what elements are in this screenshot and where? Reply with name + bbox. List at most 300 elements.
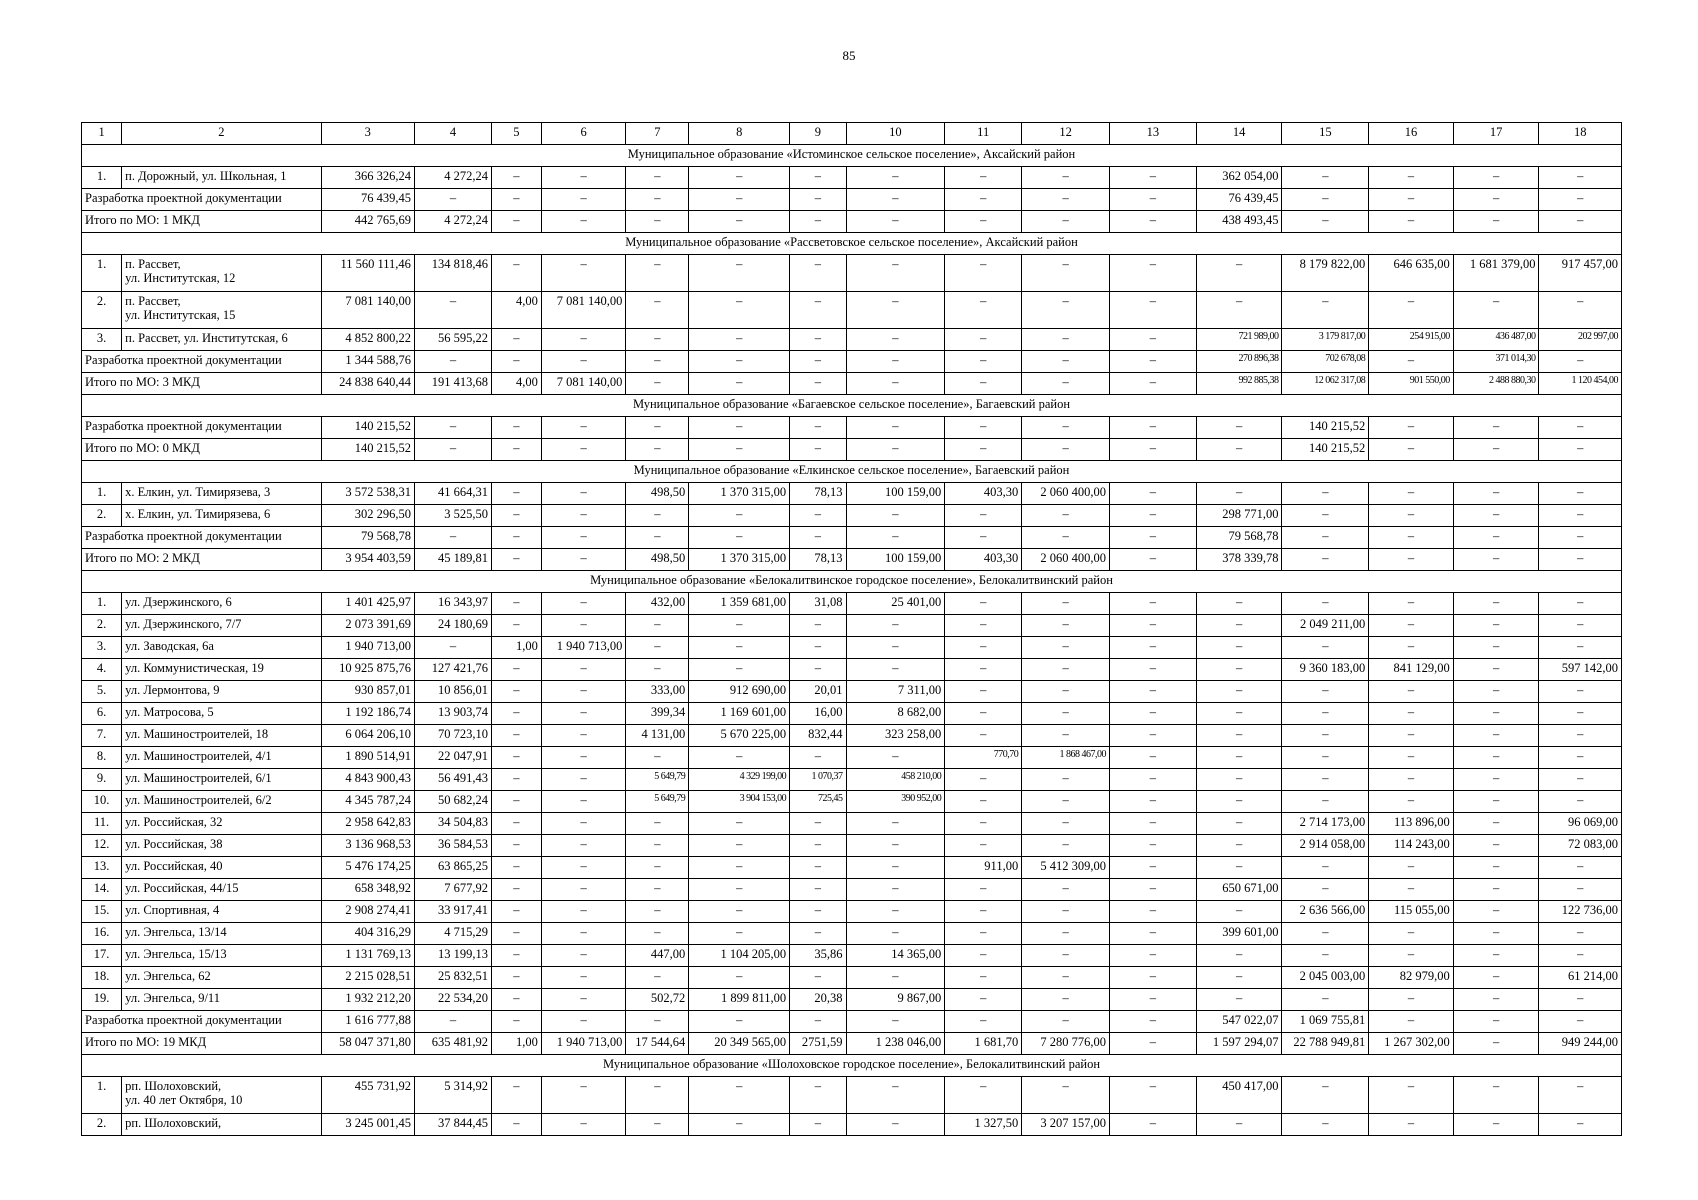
table-row (82, 813, 1622, 835)
value-cell: 1 238 046,00 (846, 1033, 945, 1055)
address-cell (122, 747, 322, 769)
value-cell: – (541, 879, 626, 901)
value-cell: 2751,59 (790, 1033, 846, 1055)
value-cell: – (846, 1077, 945, 1114)
value-cell: – (1110, 167, 1197, 189)
address-line: ул. Энгельса, 9/11 (125, 991, 220, 1005)
value-cell: 1 267 302,00 (1369, 1033, 1454, 1055)
value-cell: 1 131 769,13 (321, 945, 414, 967)
value-cell: – (689, 292, 790, 329)
value-cell: 202 997,00 (1539, 329, 1622, 351)
value-cell: – (1453, 211, 1539, 233)
value-cell: – (846, 167, 945, 189)
table-row (82, 703, 1622, 725)
value-cell: 61 214,00 (1539, 967, 1622, 989)
register-table (81, 122, 1622, 1136)
address-line: рп. Шолоховский, (125, 1079, 222, 1093)
value-cell: – (541, 483, 626, 505)
value-cell: 3 179 817,00 (1282, 329, 1369, 351)
value-cell: – (491, 835, 541, 857)
column-header: 6 (541, 123, 626, 145)
value-cell: – (1539, 292, 1622, 329)
address-cell (122, 703, 322, 725)
value-cell: – (1282, 167, 1369, 189)
table-row (82, 659, 1622, 681)
address-cell (122, 255, 322, 292)
value-cell: 25 832,51 (414, 967, 491, 989)
value-cell: 646 635,00 (1369, 255, 1454, 292)
value-cell: – (689, 255, 790, 292)
value-cell: – (1110, 901, 1197, 923)
row-number: 10. (82, 791, 122, 813)
row-label: Разработка проектной документации (82, 351, 322, 373)
value-cell: 547 022,07 (1196, 1011, 1282, 1033)
value-cell: – (491, 967, 541, 989)
value-cell: 76 439,45 (321, 189, 414, 211)
value-cell: – (1539, 167, 1622, 189)
value-cell: 41 664,31 (414, 483, 491, 505)
value-cell: – (945, 329, 1022, 351)
value-cell: – (1022, 255, 1110, 292)
address-line: ул. Энгельса, 62 (125, 969, 211, 983)
value-cell: – (846, 879, 945, 901)
value-cell: – (1539, 615, 1622, 637)
value-cell: – (491, 703, 541, 725)
value-cell: – (541, 703, 626, 725)
value-cell: – (689, 527, 790, 549)
value-cell: 191 413,68 (414, 373, 491, 395)
value-cell: 911,00 (945, 857, 1022, 879)
value-cell: – (541, 211, 626, 233)
value-cell: – (1022, 505, 1110, 527)
value-cell: – (1539, 879, 1622, 901)
value-cell: – (1539, 593, 1622, 615)
value-cell: 9 360 183,00 (1282, 659, 1369, 681)
value-cell: – (846, 923, 945, 945)
value-cell: 8 179 822,00 (1282, 255, 1369, 292)
address-cell (122, 813, 322, 835)
value-cell: – (790, 373, 846, 395)
value-cell: – (1110, 769, 1197, 791)
section-title: Муниципальное образование «Шолоховское городское поселение», Белокалитвинский район (82, 1055, 1622, 1077)
value-cell: – (689, 835, 790, 857)
section-title-row (82, 1055, 1622, 1077)
address-cell (122, 967, 322, 989)
row-number: 16. (82, 923, 122, 945)
address-line: ул. Заводская, 6а (125, 639, 214, 653)
value-cell: – (689, 879, 790, 901)
value-cell: – (1369, 637, 1454, 659)
value-cell: 72 083,00 (1539, 835, 1622, 857)
value-cell: – (1453, 659, 1539, 681)
value-cell: – (541, 255, 626, 292)
value-cell: 390 952,00 (846, 791, 945, 813)
row-number: 2. (82, 615, 122, 637)
value-cell: – (1369, 945, 1454, 967)
table-row (82, 945, 1622, 967)
address-cell (122, 791, 322, 813)
value-cell: – (846, 439, 945, 461)
row-number: 17. (82, 945, 122, 967)
value-cell: – (1282, 211, 1369, 233)
value-cell: 2 049 211,00 (1282, 615, 1369, 637)
value-cell: – (1196, 483, 1282, 505)
value-cell: – (945, 681, 1022, 703)
value-cell: 7 280 776,00 (1022, 1033, 1110, 1055)
value-cell: 992 885,38 (1196, 373, 1282, 395)
value-cell: – (626, 505, 689, 527)
value-cell: – (1282, 527, 1369, 549)
value-cell: – (1369, 593, 1454, 615)
value-cell: – (790, 167, 846, 189)
value-cell: – (1453, 989, 1539, 1011)
address-cell (122, 835, 322, 857)
value-cell: 458 210,00 (846, 769, 945, 791)
value-cell: – (626, 967, 689, 989)
value-cell: – (1022, 615, 1110, 637)
value-cell: – (1196, 703, 1282, 725)
column-header: 13 (1110, 123, 1197, 145)
value-cell: 2 958 642,83 (321, 813, 414, 835)
value-cell: – (945, 351, 1022, 373)
value-cell: – (414, 637, 491, 659)
value-cell: – (945, 292, 1022, 329)
value-cell: 1 681,70 (945, 1033, 1022, 1055)
value-cell: – (945, 255, 1022, 292)
value-cell: – (1282, 857, 1369, 879)
address-line: ул. Машиностроителей, 6/2 (125, 793, 272, 807)
value-cell: – (1022, 791, 1110, 813)
value-cell: – (1110, 1033, 1197, 1055)
value-cell: 122 736,00 (1539, 901, 1622, 923)
address-line: ул. Институтская, 12 (125, 271, 236, 286)
value-cell: 502,72 (626, 989, 689, 1011)
value-cell: – (1539, 351, 1622, 373)
table-row (82, 835, 1622, 857)
value-cell: – (1022, 439, 1110, 461)
value-cell: – (491, 945, 541, 967)
value-cell: – (1110, 813, 1197, 835)
value-cell: – (1022, 967, 1110, 989)
row-number: 3. (82, 637, 122, 659)
value-cell: – (1110, 703, 1197, 725)
value-cell: – (689, 373, 790, 395)
value-cell: 3 572 538,31 (321, 483, 414, 505)
address-line: п. Рассвет, ул. Институтская, 6 (125, 331, 288, 345)
value-cell: 438 493,45 (1196, 211, 1282, 233)
value-cell: 50 682,24 (414, 791, 491, 813)
value-cell: – (1453, 1114, 1539, 1136)
value-cell: – (790, 1077, 846, 1114)
row-number: 9. (82, 769, 122, 791)
value-cell: 432,00 (626, 593, 689, 615)
section-title-row (82, 233, 1622, 255)
value-cell: – (626, 835, 689, 857)
address-cell (122, 901, 322, 923)
value-cell: – (1453, 703, 1539, 725)
value-cell: 140 215,52 (1282, 439, 1369, 461)
value-cell: – (1196, 681, 1282, 703)
value-cell: 140 215,52 (1282, 417, 1369, 439)
value-cell: – (945, 835, 1022, 857)
value-cell: – (1110, 373, 1197, 395)
address-line: ул. Энгельса, 15/13 (125, 947, 227, 961)
value-cell: 3 136 968,53 (321, 835, 414, 857)
value-cell: – (491, 791, 541, 813)
value-cell: – (1539, 211, 1622, 233)
value-cell: 2 488 880,30 (1453, 373, 1539, 395)
value-cell: – (541, 417, 626, 439)
value-cell: – (414, 189, 491, 211)
column-header: 8 (689, 123, 790, 145)
value-cell: 2 914 058,00 (1282, 835, 1369, 857)
value-cell: – (1539, 417, 1622, 439)
value-cell: – (491, 1114, 541, 1136)
value-cell: 650 671,00 (1196, 879, 1282, 901)
column-header: 16 (1369, 123, 1454, 145)
address-line: п. Рассвет, (125, 294, 181, 308)
value-cell: 33 917,41 (414, 901, 491, 923)
value-cell: – (945, 593, 1022, 615)
value-cell: 635 481,92 (414, 1033, 491, 1055)
value-cell: 5 649,79 (626, 769, 689, 791)
address-cell (122, 659, 322, 681)
value-cell: – (1539, 703, 1622, 725)
value-cell: – (491, 769, 541, 791)
value-cell: 79 568,78 (1196, 527, 1282, 549)
table-row (82, 923, 1622, 945)
value-cell: 1 940 713,00 (541, 1033, 626, 1055)
value-cell: – (689, 615, 790, 637)
value-cell: 1 890 514,91 (321, 747, 414, 769)
value-cell: – (790, 747, 846, 769)
value-cell: 56 491,43 (414, 769, 491, 791)
value-cell: – (1282, 292, 1369, 329)
value-cell: – (790, 923, 846, 945)
value-cell: 115 055,00 (1369, 901, 1454, 923)
row-number: 12. (82, 835, 122, 857)
column-header: 11 (945, 123, 1022, 145)
value-cell: – (1022, 527, 1110, 549)
value-cell: – (1196, 967, 1282, 989)
value-cell: 3 904 153,00 (689, 791, 790, 813)
value-cell: 16 343,97 (414, 593, 491, 615)
value-cell: – (790, 211, 846, 233)
value-cell: 912 690,00 (689, 681, 790, 703)
row-number: 1. (82, 167, 122, 189)
value-cell: 2 908 274,41 (321, 901, 414, 923)
value-cell: – (1453, 615, 1539, 637)
row-label: Разработка проектной документации (82, 189, 322, 211)
value-cell: – (846, 967, 945, 989)
address-cell (122, 329, 322, 351)
value-cell: – (491, 549, 541, 571)
section-title-row (82, 461, 1622, 483)
value-cell: – (1110, 593, 1197, 615)
value-cell: – (1539, 483, 1622, 505)
value-cell: – (1196, 637, 1282, 659)
value-cell: – (491, 189, 541, 211)
value-cell: – (491, 255, 541, 292)
column-header: 9 (790, 123, 846, 145)
value-cell: 58 047 371,80 (321, 1033, 414, 1055)
table-row (82, 791, 1622, 813)
value-cell: – (414, 1011, 491, 1033)
value-cell: – (689, 923, 790, 945)
value-cell: – (689, 167, 790, 189)
value-cell: 1 401 425,97 (321, 593, 414, 615)
value-cell: 3 207 157,00 (1022, 1114, 1110, 1136)
row-number: 15. (82, 901, 122, 923)
column-header: 17 (1453, 123, 1539, 145)
column-header: 7 (626, 123, 689, 145)
value-cell: 4,00 (491, 373, 541, 395)
value-cell: – (626, 167, 689, 189)
value-cell: – (1022, 813, 1110, 835)
value-cell: – (1453, 483, 1539, 505)
value-cell: 20,38 (790, 989, 846, 1011)
value-cell: – (626, 373, 689, 395)
value-cell: 4 345 787,24 (321, 791, 414, 813)
value-cell: – (1196, 835, 1282, 857)
address-line: ул. Российская, 44/15 (125, 881, 239, 895)
value-cell: 832,44 (790, 725, 846, 747)
value-cell: – (1110, 329, 1197, 351)
table-row (82, 857, 1622, 879)
value-cell: – (626, 329, 689, 351)
value-cell: 78,13 (790, 549, 846, 571)
value-cell: – (541, 813, 626, 835)
value-cell: – (1022, 373, 1110, 395)
value-cell: – (790, 255, 846, 292)
value-cell: – (1453, 439, 1539, 461)
summary-row (82, 189, 1622, 211)
value-cell: 36 584,53 (414, 835, 491, 857)
value-cell: – (1196, 791, 1282, 813)
value-cell: – (1453, 901, 1539, 923)
value-cell: – (491, 813, 541, 835)
value-cell: – (1022, 1011, 1110, 1033)
value-cell: – (1369, 1011, 1454, 1033)
row-number: 7. (82, 725, 122, 747)
value-cell: – (1369, 351, 1454, 373)
value-cell: – (541, 1077, 626, 1114)
value-cell: – (1282, 945, 1369, 967)
value-cell: 455 731,92 (321, 1077, 414, 1114)
value-cell: 12 062 317,08 (1282, 373, 1369, 395)
value-cell: 78,13 (790, 483, 846, 505)
value-cell: 298 771,00 (1196, 505, 1282, 527)
address-cell (122, 615, 322, 637)
value-cell: 7 081 140,00 (541, 373, 626, 395)
value-cell: 1 681 379,00 (1453, 255, 1539, 292)
value-cell: – (1110, 527, 1197, 549)
value-cell: 134 818,46 (414, 255, 491, 292)
value-cell: – (1110, 791, 1197, 813)
value-cell: – (689, 813, 790, 835)
value-cell: – (1282, 1077, 1369, 1114)
value-cell: – (1453, 549, 1539, 571)
value-cell: – (541, 857, 626, 879)
address-line: ул. Машиностроителей, 18 (125, 727, 269, 741)
value-cell: – (491, 879, 541, 901)
value-cell: – (1110, 189, 1197, 211)
summary-row (82, 417, 1622, 439)
summary-row (82, 1011, 1622, 1033)
address-line: х. Елкин, ул. Тимирязева, 3 (125, 485, 271, 499)
value-cell: – (945, 703, 1022, 725)
value-cell: – (1369, 527, 1454, 549)
value-cell: – (491, 901, 541, 923)
value-cell: – (790, 1011, 846, 1033)
column-header-row (82, 123, 1622, 145)
value-cell: – (1022, 835, 1110, 857)
summary-row (82, 373, 1622, 395)
value-cell: – (689, 659, 790, 681)
value-cell: 498,50 (626, 549, 689, 571)
value-cell: – (1539, 945, 1622, 967)
address-line: ул. 40 лет Октября, 10 (125, 1093, 243, 1108)
value-cell: 1 070,37 (790, 769, 846, 791)
value-cell: – (689, 505, 790, 527)
value-cell: – (541, 945, 626, 967)
value-cell: – (626, 527, 689, 549)
row-number: 2. (82, 292, 122, 329)
value-cell: – (790, 835, 846, 857)
row-number: 14. (82, 879, 122, 901)
summary-row (82, 527, 1622, 549)
value-cell: – (491, 725, 541, 747)
value-cell: 20 349 565,00 (689, 1033, 790, 1055)
address-line: ул. Коммунистическая, 19 (125, 661, 264, 675)
value-cell: – (945, 439, 1022, 461)
value-cell: 63 865,25 (414, 857, 491, 879)
value-cell: – (1369, 769, 1454, 791)
value-cell: 1 370 315,00 (689, 549, 790, 571)
column-header: 12 (1022, 123, 1110, 145)
value-cell: 658 348,92 (321, 879, 414, 901)
value-cell: – (1453, 813, 1539, 835)
value-cell: – (1110, 637, 1197, 659)
value-cell: – (790, 879, 846, 901)
column-header: 14 (1196, 123, 1282, 145)
value-cell: – (1282, 505, 1369, 527)
value-cell: – (1110, 351, 1197, 373)
value-cell: – (1110, 615, 1197, 637)
address-line: ул. Дзержинского, 7/7 (125, 617, 242, 631)
column-header: 3 (321, 123, 414, 145)
value-cell: – (1196, 945, 1282, 967)
value-cell: – (689, 351, 790, 373)
value-cell: – (945, 769, 1022, 791)
value-cell: – (689, 189, 790, 211)
value-cell: – (1022, 659, 1110, 681)
value-cell: – (1369, 1077, 1454, 1114)
value-cell: – (689, 747, 790, 769)
value-cell: 13 903,74 (414, 703, 491, 725)
value-cell: 3 245 001,45 (321, 1114, 414, 1136)
address-cell (122, 769, 322, 791)
value-cell: – (1282, 593, 1369, 615)
value-cell: – (626, 189, 689, 211)
value-cell: 2 636 566,00 (1282, 901, 1369, 923)
value-cell: – (1110, 255, 1197, 292)
section-title-row (82, 395, 1622, 417)
section-title: Муниципальное образование «Белокалитвинское городское поселение», Белокалитвинский район (82, 571, 1622, 593)
value-cell: – (1110, 747, 1197, 769)
column-header: 18 (1539, 123, 1622, 145)
row-number: 1. (82, 483, 122, 505)
